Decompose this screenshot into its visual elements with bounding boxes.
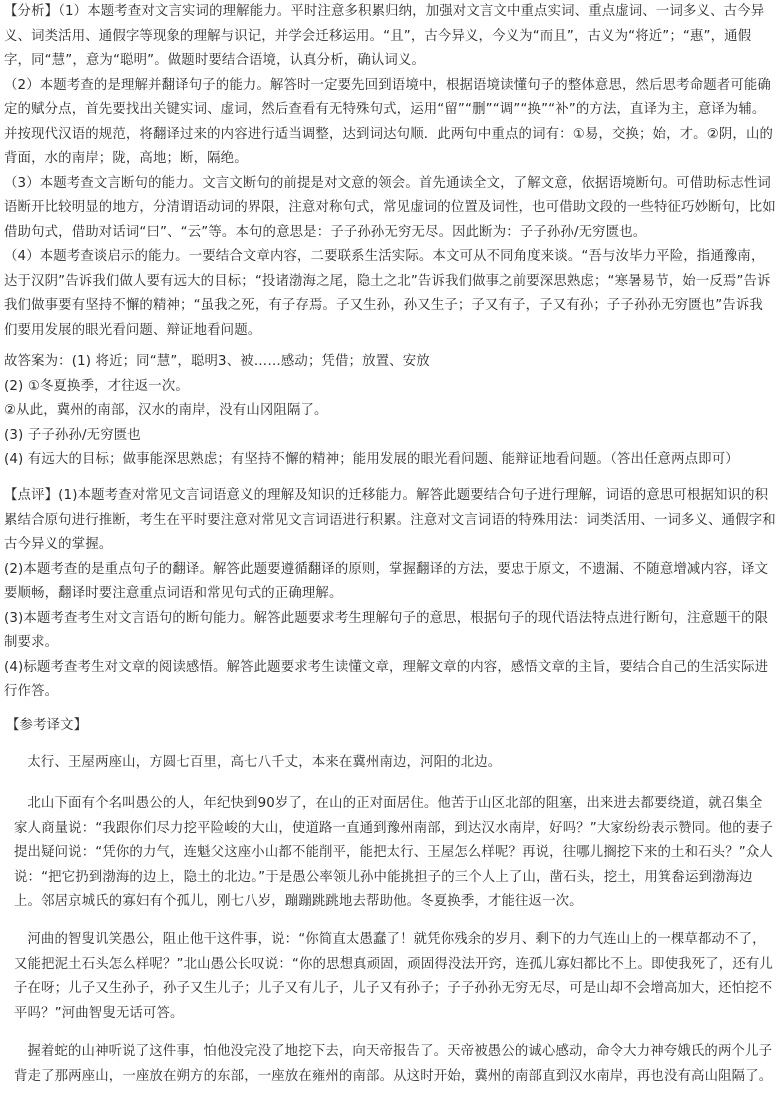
comment-paragraph-3: (3)本题考查考生对文言语句的断句能力。解答此题要求考生理解句子的意思，根据句子的现代语法特点进行断句，注意题干的限制要求。 — [4, 610, 769, 650]
answer-section — [4, 350, 776, 473]
comment-paragraph-4: (4)标题考查考生对文章的阅读感悟。解答此题要求考生读懂文章，理解文章的内容，感悟文章的主旨，要结合自己的生活实际进行作答。 — [4, 659, 769, 699]
translation-paragraph-3: 河曲的智叟讥笑愚公，阻止他干这件事，说：“你简直太愚蠢了！就凭你残余的岁月、剩下的力气连山上的一棵草都动不了，又能把泥土石头怎么样呢？”北山愚公长叹说：“你的思想真顽固，顽固得没法开窍，连孤儿寡妇都比不上。即使我死了，还有儿子在呀；儿子又生孙子，孙子又生儿子；儿子又有儿子，儿子又有孙子；子子孙孙无穷无尽，可是山却不会增高加大，还怕挖不平吗？”河曲智叟无话可答。 — [14, 932, 773, 1021]
comment-paragraph-2: (2)本题考查的是重点句子的翻译。解答此题要遵循翻译的原则，掌握翻译的方法，要忠于原文，不遗漏、不随意增减内容，译文要顺畅，翻译时要注意重点词语和常见句式的正确理解。 — [4, 561, 769, 601]
analysis-paragraph-4: （4）本题考查谈启示的能力。一要结合文章内容，二要联系生活实际。本文可从不同角度来谈。“吾与汝毕力平险，指通豫南，达于汉阴”告诉我们做人要有远大的目标；“投诸渤海之尾，隐土之北”告诉我们做事之前要深思熟虑；“寒暑易节，始一反焉”告诉我们做事要有坚持不懈的精神；“虽我之死，有子存焉。子又生孙，孙又生子；子又有子，子又有孙；子子孙孙无穷匮也”告诉我们要用发展的眼光看问题、辩证地看问题。 — [4, 249, 771, 338]
reference-heading: 【参考译文】 — [6, 718, 88, 733]
comment-paragraph-1: 【点评】(1)本题考查对常见文言词语意义的理解及知识的迁移能力。解答此题要结合句子进行理解，词语的意思可根据知识的积累结合原句进行推断，考生在平时要注意对常见文言词语进行积累。注意对文言词语的特殊用法：词类活用、一词多义、通假字和古今异义的掌握。 — [4, 488, 776, 552]
answer-line-5: (4) 有远大的目标；做事能深思熟虑；有坚持不懈的精神；能用发展的眼光看问题、能辩证地看问题。（答出任意两点即可） — [4, 452, 739, 467]
answer-line-1: 故答案为：(1) 将近；同“慧”，聪明3、被……感动；凭借；放置、安放 — [4, 354, 430, 369]
answer-line-2: (2) ①冬夏换季，才往返一次。 — [4, 378, 189, 394]
analysis-paragraph-2: （2）本题考查的是理解并翻译句子的能力。解答时一定要先回到语境中，根据语境读懂句子的整体意思，然后思考命题者可能确定的赋分点，首先要找出关键实词、虚词，然后查看有无特殊句式，运用“留”“删”“调”“换”“补”的方法，直译为主，意译为辅。并按现代汉语的规范，将翻译过来的内容进行适当调整，达到词达句顺．此两句中重点的词有：①易，交换；始，才。②阴，山的背面，水的南岸；陇，高地；断，隔绝。 — [4, 77, 774, 166]
translation-paragraph-4: 握着蛇的山神听说了这件事，怕他没完没了地挖下去，向天帝报告了。天帝被愚公的诚心感动，命令大力神夸娥氏的两个儿子背走了那两座山，一座放在朔方的东部，一座放在雍州的南部。从这时开始，冀州的南部直到汉水南岸，再也没有高山阻隔了。 — [14, 1044, 773, 1084]
analysis-paragraph-3: （3）本题考查文言断句的能力。文言文断句的前提是对文意的领会。首先通读全文，了解文意，依据语境断句。可借助标志性词语断开比较明显的地方，分清谓语动词的界限，注意对称句式，常见虚词的位置及词性，也可借助文段的一些特征巧妙断句，比如借助句式，借助对话词“曰”、“云”等。本句的意思是：子子孙孙无穷无尽。因此断为：子子孙孙/无穷匮也。 — [4, 175, 776, 240]
translation-paragraph-1: 太行、王屋两座山，方圆七百里，高七八千丈，本来在冀州南边，河阳的北边。 — [27, 755, 502, 770]
answer-line-4: (3) 子子孙孙/无穷匮也 — [4, 427, 141, 443]
comment-section — [4, 484, 776, 705]
answer-line-3: ②从此，冀州的南部，汉水的南岸，没有山冈阻隔了。 — [4, 403, 328, 418]
analysis-paragraph-1: 【分析】（1）本题考查对文言实词的理解能力。平时注意多积累归纳，加强对文言文中重点实词、重点虚词、一词多义、古今异义、词类活用、通假字等现象的理解与识记，并学会迁移运用。“且”，古今异义，今义为“而且”，古义为“将近”；“惠”，通假字，同“慧”，意为“聪明”。做题时要结合语境，认真分析，确认词义。 — [4, 4, 765, 68]
analysis-section — [4, 0, 776, 343]
translation-paragraph-2: 北山下面有个名叫愚公的人，年纪快到90岁了，在山的正对面居住。他苦于山区北部的阻塞，出来进去都要绕道，就召集全家人商量说：“我跟你们尽力挖平险峻的大山，使道路一直通到豫州南部，到达汉水南岸，好吗？”大家纷纷表示赞同。他的妻子提出疑问说：“凭你的力气，连魁父这座小山都不能削平，能把太行、王屋怎么样呢？再说，往哪儿搁挖下来的土和石头？”众人说：“把它扔到渤海的边上，隐土的北边。”于是愚公率领儿孙中能挑担子的三个人上了山，凿石头，挖土，用箕畚运到渤海边上。邻居京城氏的寡妇有个孤儿，刚七八岁，蹦蹦跳跳地去帮助他。冬夏换季，才能往返一次。 — [14, 796, 773, 909]
